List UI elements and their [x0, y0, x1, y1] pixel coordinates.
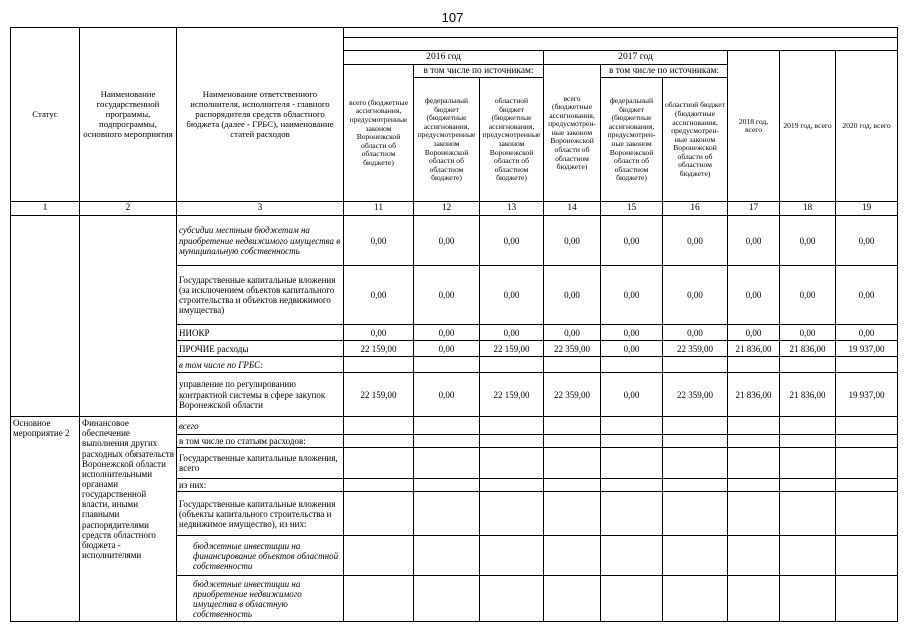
header-blank-row: [344, 28, 898, 38]
column-number: 11: [344, 202, 414, 216]
row-label: из них:: [177, 479, 344, 492]
column-number: 12: [414, 202, 480, 216]
header-total-2016: всего (бюджетные ассигнования, предусмотренные законом Воронежской области об областном бюджете): [344, 64, 414, 202]
header-2019: 2019 год, всего: [780, 51, 836, 202]
header-year-2016: 2016 год: [344, 51, 544, 65]
header-regional-2017: областной бюджет (бюджетные ассигнования, предусмотрен-ные законом Воронежской области об областном бюджете): [663, 78, 728, 202]
value-cell: 0,00: [728, 266, 780, 325]
header-executor: Наименование ответственного исполнителя, исполнителя - главного распорядителя средств областного бюджета (далее - ГРБС), наименование статей расходов: [177, 28, 344, 202]
column-number: 2: [80, 202, 177, 216]
row-label: в том числе по ГРБС:: [177, 357, 344, 373]
row-label: ПРОЧИЕ расходы: [177, 341, 344, 357]
header-federal-2016: федеральный бюджет (бюджетные ассигнования, предусмотренные законом Воронежской области об областном бюджете): [414, 78, 480, 202]
value-cell: 0,00: [544, 216, 601, 266]
value-cell: 0,00: [780, 216, 836, 266]
value-cell: [414, 357, 480, 373]
header-sources-2016: в том числе по источникам:: [414, 64, 544, 78]
value-cell: 0,00: [544, 325, 601, 341]
value-cell: 0,00: [480, 216, 544, 266]
header-2020: 2020 год, всего: [836, 51, 898, 202]
value-cell: 21 836,00: [728, 341, 780, 357]
block2-name: Финансовое обеспечение выполнения других расходных обязательств Воронежской области исполнительными органами государственной власти, иными главными распорядителями средств областного бюджета - исполнителями: [80, 417, 177, 622]
row-label: НИОКР: [177, 325, 344, 341]
header-federal-2017: федеральный бюджет (бюджетные ассигнования, предусмотрен-ные законом Воронежской области об областном бюджете): [601, 78, 663, 202]
value-cell: [544, 357, 601, 373]
value-cell: 0,00: [414, 216, 480, 266]
header-year-2017: 2017 год: [544, 51, 728, 65]
value-cell: 0,00: [414, 341, 480, 357]
value-cell: 19 937,00: [836, 373, 898, 417]
value-cell: 0,00: [601, 325, 663, 341]
value-cell: 0,00: [780, 266, 836, 325]
value-cell: 21 836,00: [780, 373, 836, 417]
value-cell: 0,00: [414, 373, 480, 417]
page-number: 107: [441, 10, 464, 25]
row-label: в том числе по статьям расходов:: [177, 435, 344, 448]
row-label: Государственные капитальные вложения, всего: [177, 448, 344, 479]
row-label: бюджетные инвестиции на финансирование объектов областной собственности: [177, 536, 344, 576]
value-cell: [836, 357, 898, 373]
value-cell: 0,00: [544, 266, 601, 325]
header-2018: 2018 год, всего: [728, 51, 780, 202]
row-label: Государственные капитальные вложения (за исключением объектов капитального строительства и объектов недвижимого имущества): [177, 266, 344, 325]
block1-program-cell: [80, 216, 177, 417]
column-number: 1: [11, 202, 80, 216]
column-number: 18: [780, 202, 836, 216]
value-cell: 21 836,00: [728, 373, 780, 417]
value-cell: 0,00: [663, 216, 728, 266]
value-cell: 22 359,00: [544, 341, 601, 357]
value-cell: 0,00: [836, 266, 898, 325]
column-number: 14: [544, 202, 601, 216]
column-number: 3: [177, 202, 344, 216]
block1-status-cell: [11, 216, 80, 417]
value-cell: 0,00: [480, 266, 544, 325]
value-cell: 0,00: [728, 325, 780, 341]
value-cell: [728, 357, 780, 373]
header-sources-2017: в том числе по источникам:: [601, 64, 728, 78]
value-cell: 0,00: [480, 325, 544, 341]
header-program: Наименование государственной программы, подпрограммы, основного мероприятия: [80, 28, 177, 202]
value-cell: 22 159,00: [344, 341, 414, 357]
value-cell: 0,00: [836, 325, 898, 341]
value-cell: 21 836,00: [780, 341, 836, 357]
column-number: 15: [601, 202, 663, 216]
row-label: бюджетные инвестиции на приобретение недвижимого имущества в областную собственность: [177, 576, 344, 622]
column-number: 16: [663, 202, 728, 216]
block2-status: Основное мероприятие 2: [11, 417, 80, 622]
value-cell: 22 359,00: [663, 341, 728, 357]
header-regional-2016: областной бюджет (бюджетные ассигнования, предусмотренные законом Воронежской области об областном бюджете): [480, 78, 544, 202]
value-cell: 19 937,00: [836, 341, 898, 357]
value-cell: 0,00: [414, 325, 480, 341]
value-cell: 0,00: [344, 266, 414, 325]
column-number: 19: [836, 202, 898, 216]
value-cell: 0,00: [663, 266, 728, 325]
row-label: Государственные капитальные вложения (объекты капитального строительства и недвижимое имущество), из них:: [177, 492, 344, 536]
budget-table: [10, 27, 898, 622]
header-blank-row: [344, 38, 898, 51]
value-cell: [344, 357, 414, 373]
value-cell: 22 159,00: [480, 373, 544, 417]
column-number: 17: [728, 202, 780, 216]
value-cell: 0,00: [414, 266, 480, 325]
value-cell: 0,00: [601, 341, 663, 357]
value-cell: 0,00: [344, 325, 414, 341]
row-label: субсидии местным бюджетам на приобретение недвижимого имущества в муниципальную собственность: [177, 216, 344, 266]
value-cell: 0,00: [663, 325, 728, 341]
value-cell: [663, 357, 728, 373]
value-cell: 0,00: [728, 216, 780, 266]
value-cell: 22 359,00: [663, 373, 728, 417]
value-cell: 0,00: [836, 216, 898, 266]
value-cell: 22 359,00: [544, 373, 601, 417]
value-cell: [601, 357, 663, 373]
value-cell: 0,00: [601, 373, 663, 417]
value-cell: [480, 357, 544, 373]
value-cell: 0,00: [601, 266, 663, 325]
row-label: всего: [177, 417, 344, 435]
column-number: 13: [480, 202, 544, 216]
value-cell: [780, 357, 836, 373]
value-cell: 0,00: [344, 216, 414, 266]
row-label: управление по регулированию контрактной системы в сфере закупок Воронежской области: [177, 373, 344, 417]
value-cell: 0,00: [780, 325, 836, 341]
value-cell: 22 159,00: [344, 373, 414, 417]
value-cell: 22 159,00: [480, 341, 544, 357]
header-total-2017: всего (бюджетные ассигнования, предусмотрен-ные законом Воронежской области об областном бюджете): [544, 64, 601, 202]
header-status: Статус: [11, 28, 80, 202]
value-cell: 0,00: [601, 216, 663, 266]
